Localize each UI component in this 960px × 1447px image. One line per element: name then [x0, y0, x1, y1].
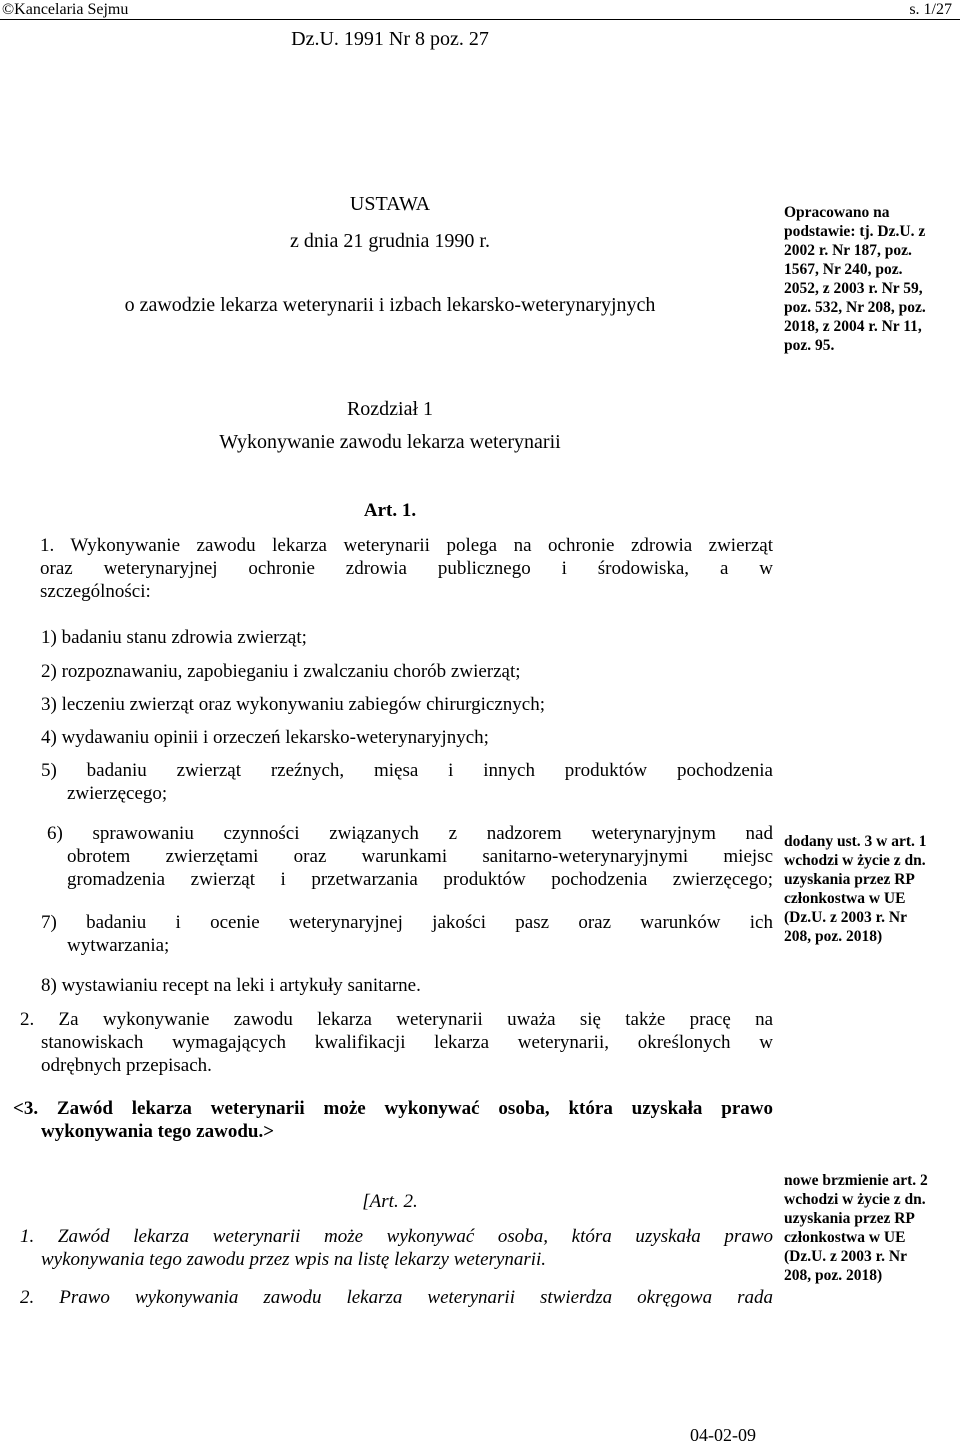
act-subject: o zawodzie lekarza weterynarii i izbach lekarsko-weterynaryjnych	[124, 294, 656, 316]
text-line: 2. Prawo wykonywania zawodu lekarza weterynarii stwierdza okręgowa rada	[20, 1287, 773, 1308]
art1-item-3	[41, 693, 773, 716]
note-line: członkostwa w UE	[784, 1229, 906, 1246]
side-note-added	[784, 832, 960, 946]
text-line: <3. Zawód lekarza weterynarii może wykonywać osoba, która uzyskała prawo	[13, 1098, 773, 1119]
art1-item-2	[41, 660, 773, 683]
note-line: uzyskania przez RP	[784, 1210, 915, 1227]
act-type: USTAWA	[349, 193, 431, 215]
text-line: szczególności:	[40, 581, 151, 602]
text-line: zwierzęcego;	[67, 783, 168, 804]
note-line: wchodzi w życie z dn.	[784, 852, 926, 869]
header-divider	[0, 19, 960, 20]
art1-paragraph3	[13, 1097, 773, 1143]
art1-item-8	[41, 974, 773, 997]
note-line: podstawie: tj. Dz.U. z	[784, 223, 926, 240]
text-line: obrotem zwierzętami oraz warunkami sanitarno-weterynaryjnymi miejsc	[67, 846, 773, 867]
note-line: 2052, z 2003 r. Nr 59,	[784, 280, 923, 297]
text-line: 3) leczeniu zwierząt oraz wykonywaniu zabiegów chirurgicznych;	[41, 694, 545, 715]
art1-item-4	[41, 726, 773, 749]
text-line: 1. Zawód lekarza weterynarii może wykonywać osoba, która uzyskała prawo	[20, 1226, 773, 1247]
text-line: stanowiskach wymagających kwalifikacji lekarza weterynarii, określonych w	[41, 1032, 773, 1053]
act-date: z dnia 21 grudnia 1990 r.	[290, 230, 490, 252]
text-line: 8) wystawianiu recept na leki i artykuły sanitarne.	[41, 975, 421, 996]
text-line: wykonywania tego zawodu przez wpis na listę lekarzy weterynarii.	[41, 1249, 547, 1270]
text-line: 2) rozpoznawaniu, zapobieganiu i zwalczaniu chorób zwierząt;	[41, 661, 521, 682]
text-line: 6) sprawowaniu czynności związanych z nadzorem weterynaryjnym nad	[47, 823, 773, 844]
note-line: dodany ust. 3 w art. 1	[784, 833, 927, 850]
text-line: wytwarzania;	[67, 935, 170, 956]
art1-paragraph1	[40, 534, 773, 603]
text-line: 2. Za wykonywanie zawodu lekarza weterynarii uważa się także pracę na	[20, 1009, 773, 1030]
text-line: 7) badaniu i ocenie weterynaryjnej jakości pasz oraz warunków ich	[41, 912, 773, 933]
art2-paragraph2	[20, 1286, 773, 1309]
source-label: ©Kancelaria Sejmu	[2, 1, 129, 18]
chapter-title: Wykonywanie zawodu lekarza weterynarii	[219, 431, 561, 453]
art1-item-5	[41, 759, 773, 805]
note-line: Opracowano na	[784, 204, 890, 221]
art2-paragraph1	[20, 1225, 773, 1271]
note-line: 208, poz. 2018)	[784, 1267, 883, 1284]
note-line: 1567, Nr 240, poz.	[784, 261, 903, 278]
art1-paragraph2	[20, 1008, 773, 1077]
note-line: uzyskania przez RP	[784, 871, 915, 888]
side-note-basis	[784, 203, 960, 355]
note-line: nowe brzmienie art. 2	[784, 1172, 928, 1189]
note-line: 2018, z 2004 r. Nr 11,	[784, 318, 922, 335]
footer-date: 04-02-09	[690, 1425, 756, 1445]
text-line: oraz weterynaryjnej ochronie zdrowia publicznego i środowiska, a w	[40, 558, 773, 579]
doc-id: Dz.U. 1991 Nr 8 poz. 27	[291, 28, 489, 50]
note-line: (Dz.U. z 2003 r. Nr	[784, 1248, 907, 1265]
art1-heading: Art. 1.	[363, 500, 417, 521]
note-line: poz. 95.	[784, 337, 835, 354]
art1-item-7	[41, 911, 773, 957]
page-header	[0, 0, 960, 18]
art1-item-6	[47, 822, 773, 891]
text-line: 5) badaniu zwierząt rzeźnych, mięsa i innych produktów pochodzenia	[41, 760, 773, 781]
note-line: wchodzi w życie z dn.	[784, 1191, 926, 1208]
text-line: 4) wydawaniu opinii i orzeczeń lekarsko-weterynaryjnych;	[41, 727, 489, 748]
chapter-number: Rozdział 1	[346, 398, 434, 420]
text-line: 1) badaniu stanu zdrowia zwierząt;	[41, 627, 307, 648]
side-note-new	[784, 1171, 960, 1285]
text-line: wykonywania tego zawodu.>	[41, 1121, 275, 1142]
note-line: (Dz.U. z 2003 r. Nr	[784, 909, 907, 926]
note-line: członkostwa w UE	[784, 890, 906, 907]
text-line: 1. Wykonywanie zawodu lekarza weterynarii polega na ochronie zdrowia zwierząt	[40, 535, 773, 556]
art1-item-1	[41, 626, 773, 649]
art2-heading: [Art. 2.	[362, 1191, 418, 1212]
note-line: 2002 r. Nr 187, poz.	[784, 242, 912, 259]
page-number: s. 1/27	[909, 1, 952, 18]
note-line: poz. 532, Nr 208, poz.	[784, 299, 926, 316]
text-line: gromadzenia zwierząt i przetwarzania produktów pochodzenia zwierzęcego;	[67, 869, 773, 890]
note-line: 208, poz. 2018)	[784, 928, 883, 945]
text-line: odrębnych przepisach.	[41, 1055, 212, 1076]
